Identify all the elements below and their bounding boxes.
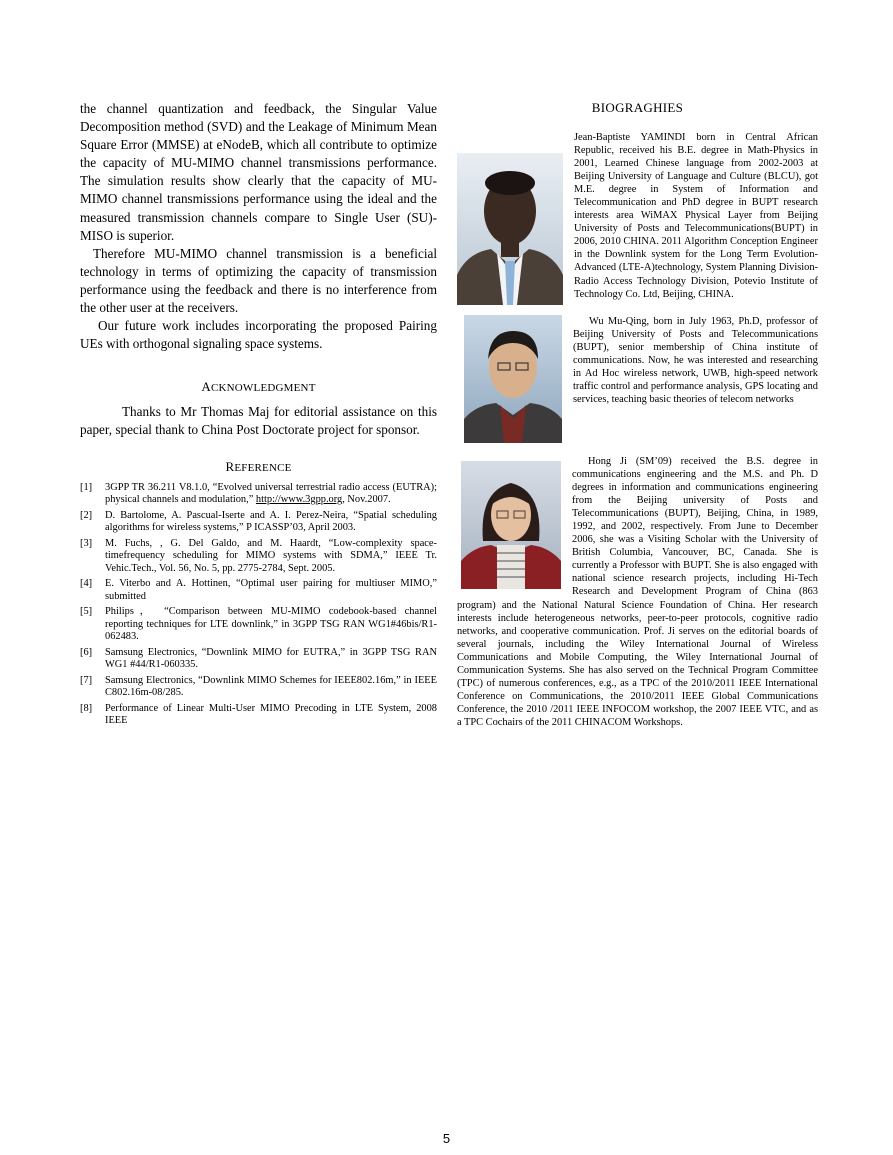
reference-text: E. Viterbo and A. Hottinen, “Optimal user pairing for multiuser MIMO,” submitted <box>105 578 437 602</box>
reference-number: [6] <box>80 646 93 658</box>
biography-text: Jean-Baptiste YAMINDI born in Central African Republic, received his B.E. degree in Math-Physics in 2001, Learned Chinese language from 2002-2003 at Beijing University of Language and Culture (BLCU), got M.E. degree in System of Information and Telecommunication and PhD degree in BUPT research interests area WiMAX Physical Layer from Beijing University of Posts and Telecommunications(BUPT) in 2006, 2010 CHINA. 2011 Algorithm Conception Engineer in the Downlink system for the Long Term Evolution-Advanced (LTE-A)technology, System Planning Division-Radio Access Technology Division, Potevio Institute of Technology Co. Ltd, Beijing, CHINA. <box>574 132 818 300</box>
reference-number: [5] <box>80 606 93 617</box>
reference-text: Samsung Electronics, “Downlink MIMO for EUTRA,” in 3GPP TSG RAN WG1 #44/R1-060335. <box>105 646 437 670</box>
reference-text-tail: , Nov.2007. <box>342 494 391 505</box>
reference-item <box>80 538 437 576</box>
reference-text: Samsung Electronics, “Downlink MIMO Schemes for IEEE802.16m,” in IEEE C802.16m-08/285. <box>105 674 437 698</box>
acknowledgment-heading-initial: A <box>201 379 211 395</box>
reference-text: M. Fuchs, , G. Del Galdo, and M. Haardt, “Low-complexity space-timefrequency scheduling for MIMO systems with SDMA,” IEEE Tr. Vehic.Tech., Vol. 56, No. 5, pp. 2775-2784, Sept. 2005. <box>105 537 437 574</box>
reference-number: [1] <box>80 481 93 493</box>
reference-item <box>80 510 437 535</box>
reference-item <box>80 647 437 672</box>
reference-item <box>80 578 437 603</box>
biography-yamindi <box>457 131 818 305</box>
reference-item <box>80 703 437 728</box>
reference-number: [7] <box>80 674 93 686</box>
conclusion-paragraph-1: the channel quantization and feedback, the Singular Value Decomposition method (SVD) and the Leakage of Minimum Mean Square Error (MMSE) at eNodeB, which all contribute to optimize the capacity of MU-MIMO channel transmissions performance. The simulation results show clearly that the capacity of MU-MIMO channel transmissions performance using the ideal and the measured transmission channels compare to Single User (SU)-MISO is superior. <box>80 101 437 243</box>
conclusion-paragraph-2: Therefore MU-MIMO channel transmission is a beneficial technology in terms of optimizing the capacity of transmission performance using the feedback and there is no interference from the other user at the receivers. <box>80 245 437 316</box>
reference-list <box>80 482 437 728</box>
right-column <box>457 100 818 729</box>
reference-link[interactable]: http://www.3gpp.org <box>255 494 343 505</box>
author-photo <box>457 153 563 305</box>
biography-wu <box>457 315 818 443</box>
reference-text: Philips， “Comparison between MU-MIMO codebook-based channel reporting techniques for LTE downlink,” in 3GPP TSG RAN WG1#46bis/R1-062483. <box>105 606 437 642</box>
biography-text: Wu Mu-Qing, born in July 1963, Ph.D, professor of Beijing University of Posts and Telecommunications (BUPT), senior membership of China institute of communications. Now, he was interested and researching in Ad Hoc wireless network, UWB, high-speed network traffic control and performance analysis, GPS locating and services, teaching basic theories of telecom networks <box>573 316 818 406</box>
acknowledgment-heading-rest: CKNOWLEDGMENT <box>210 382 316 395</box>
reference-number: [3] <box>80 537 93 549</box>
reference-heading-rest: EFERENCE <box>234 461 292 474</box>
reference-text: 3GPP TR 36.211 V8.1.0, “Evolved universal terrestrial radio access (EUTRA); physical channels and modulation,” <box>105 481 437 505</box>
reference-item <box>80 606 437 644</box>
acknowledgment-heading <box>80 379 437 395</box>
biography-text: Hong Ji (SM’09) received the B.S. degree in communications engineering and the M.S. and Ph. D degrees in information and communications engineering from the Beijing university of Posts and Telecommunications (BUPT), Beijing, China, in 1989, 1992, and 2002, respectively. From June to December 2006, she was a Visiting Scholar with the University of British Columbia, Vancouver, BC, Canada. She is currently a Professor with BUPT. She is also engaged with national science research projects, including Hi-Tech Research and Development Program of China (863 program) and the National Natural Science Foundation of China. Her research interests include heterogeneous networks, peer-to-peer protocols, cognitive radio networks, and cooperative communication. Prof. Ji serves on the editorial boards of several journals, including the Wiley International Journal of Wireless Communications and Mobile Computing, the Wiley International Journal of Communication Systems. She has also served on the Technical Program Committee (TPC) of numerous conferences, e.g., as a TPC of the 2010/2011 IEEE International Conference on Communications, the 2010/2011 IEEE Global Communications Conference, the 2010 /2011 IEEE INFOCOM workshop, the 2007 IEEE VTC, and as a TPC Cochairs of the 2011 CHINACOM Workshops. <box>457 456 818 728</box>
reference-item <box>80 482 437 507</box>
reference-heading <box>80 459 437 475</box>
biography-hong <box>457 455 818 729</box>
left-column <box>80 100 437 731</box>
reference-item <box>80 675 437 700</box>
author-photo <box>464 315 562 443</box>
reference-text: D. Bartolome, A. Pascual-Iserte and A. I. Perez-Neira, “Spatial scheduling algorithms for wireless systems,” P ICASSP’03, April 2003. <box>105 509 437 533</box>
acknowledgment-text: Thanks to Mr Thomas Maj for editorial assistance on this paper, special thank to China Post Doctorate project for sponsor. <box>80 404 437 438</box>
reference-number: [4] <box>80 578 93 589</box>
page-number: 5 <box>442 1131 451 1146</box>
conclusion-paragraph-3: Our future work includes incorporating the proposed Pairing UEs with orthogonal signaling space systems. <box>80 318 437 352</box>
reference-heading-initial: R <box>225 458 235 474</box>
biographies-heading: BIOGRAGHIES <box>591 100 684 115</box>
reference-number: [8] <box>80 702 93 714</box>
author-photo <box>461 461 561 589</box>
reference-number: [2] <box>80 509 93 521</box>
reference-text: Performance of Linear Multi-User MIMO Precoding in LTE System, 2008 IEEE <box>105 702 437 726</box>
